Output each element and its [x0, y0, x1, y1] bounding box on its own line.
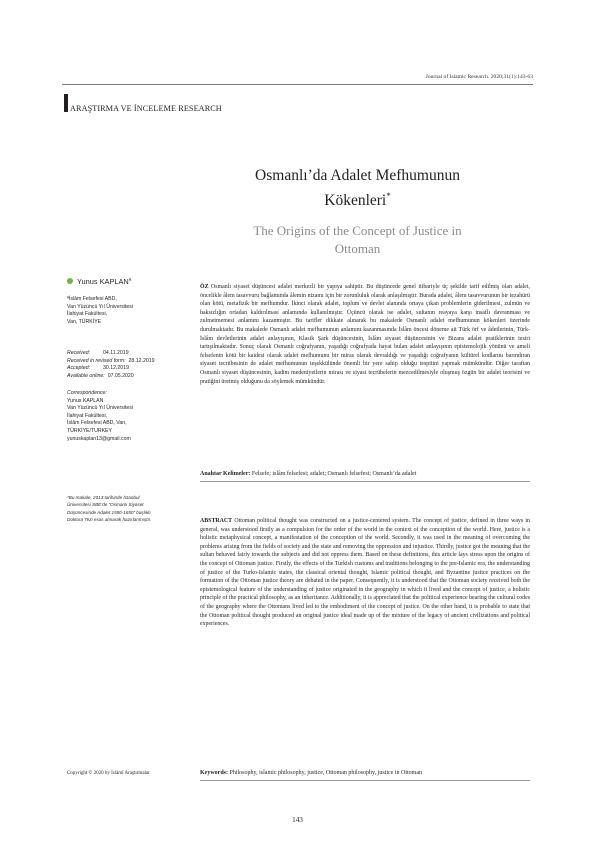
- abstract-en: [200, 517, 530, 629]
- title-en-line-2: Ottoman: [334, 241, 381, 256]
- author-affiliation-mark: a: [128, 277, 132, 283]
- footnote-line: Düşüncesinde Adalet 1550-1650” başlıklı: [67, 509, 151, 515]
- date-accepted: Accepted: 30.12.2019: [67, 365, 129, 372]
- keywords-tr: [200, 471, 416, 477]
- keywords-en: [200, 770, 422, 776]
- keywords-en-label: Keywords:: [200, 770, 228, 776]
- footnote-line: *Bu makale, 2013 tarihinde İstanbul: [67, 495, 140, 500]
- keywords-tr-divider: [200, 481, 530, 482]
- title-tr-line-2: [215, 186, 500, 211]
- abstract-en-text: Ottoman political thought was constructed on a justice-centered system. The concept of justice, defined in three ways in general, was understood firstly as a compulsion for the order of the world in the context of the conception of the world. Here, justice is a holistic metaphysical concept, a manifestation of the conception of the world. Secondly, it was used in the meaning of overcoming the problems arising from the fields of society and the state and removing the oppression and injustice. Thirdly, justice got the meaning that the sultan behaved fairly towards the subjects and did not oppress them. Based on these definitions, this article lays stress upon the origins of the concept of Ottoman justice. Firstly, the effects of the Turkish customs and traditions belonging to the pre-Islamic era, the understanding of justice of the Turko-Islamic states, the classical oriental thought, Islamic political thought, and Byzantine justice practices on the formation of the Ottoman justice theory are debated in the paper. Consequently, it is understood that the Ottoman society received both the epistemological feature of the understanding of justice originated in the geography in which it lived and the concept of justice, a holistic principle of the practical philosophy, as an inheritance. Additionally, it is appreciated that the political experience bearing the cultural codes of the geography where the Ottomans lived led to the embodiment of the concept of justice. On the other hand, it is probable to state that the Ottoman political thought produced an original justice ideal made up of the mixture of the legacy of ancient civilizations and political experiences.: [200, 518, 530, 628]
- affiliation-line: Van Yüzüncü Yıl Üniversitesi: [67, 303, 134, 310]
- abstract-tr: [200, 283, 530, 386]
- title-footnote-mark[interactable]: *: [386, 191, 391, 201]
- correspondence-label: Correspondence:: [67, 390, 107, 396]
- keywords-tr-text: Felsefe; islâm felsefesi; adalet; Osmanlı felsefesi; Osmanlı’da adalet: [250, 471, 417, 477]
- header-divider: [62, 84, 533, 85]
- date-received: Received: 04.11.2019: [67, 350, 129, 356]
- journal-reference: Journal of Islamic Research. 2020;31(1):143-63: [425, 74, 533, 80]
- section-label: ARAŞTIRMA VE İNCELEME RESEARCH: [70, 104, 222, 113]
- abstract-tr-text: Osmanlı siyaset düşüncesi adalet merkezli bir yapıya sahiptir. Bu düşüncede genel itibariyle üç şekilde tarif edilmiş olan adalet, öncelikle âlem tasavvuru bağlamında âlemin nizamı için bir zorunluluk olarak anlaşılmıştır. Burada adalet, âlem tasavvurunun bir tezahürü olan kötü, metafizik bir mefhumdur. İkinci olarak adalet, toplum ve devlet alanında ortaya çıkan problemlerin giderilmesi, zulmün ve haksızlığın ortadan kaldırılması anlamında kullanılmıştır. Üçüncü olarak ise adalet, sultanın reayaya karşı insaflı davranması ve zulmetmemesi anlamını kazanmıştır. Bu tarifler dikkate alınarak bu makalede Osmanlı adalet mefhumunun kökenleri üzerinde durulmaktadır. Bu makalede Osmanlı adalet mefhumunun anlamını kazanmasında İslâm öncesi döneme ait Türk örf ve âdetlerinin, Türk-İslâm devletlerinin adalet anlayışının, Klasik Şark düşüncesinin, İslâm siyaset düşüncesinin ve Bizans adalet pratiklerinin tesiri tartışılmaktadır. Sonuç olarak Osmanlı coğrafyanın, yaşadığı coğrafyada hayat bulan adalet anlayışının epistemolojik yönünü ve ameli felsefenin kötü bir kaidesi olarak adalet mefhumunu bir miras olarak devraldığı ve yaşadığı coğrafyanın kültürel kodlarını barındıran siyaset tecrübesinin de adalet mefhumunun teşekkülünde önemli bir yere sahip olduğu tespitini yapmak mümkündür. Diğer taraftan Osmanlı siyaset düşüncesinin, kadim medeniyetlerin mirası ve siyasi tecrübelerin mezcedilmesiyle oluşmuş özgün bir adalet teorisini ve pratiğini üretmiş olduğunu da söylemek mümkündür.: [200, 284, 530, 385]
- correspondence-line: Yunus KAPLAN: [67, 397, 104, 404]
- title-tr-line-1: Osmanlı’da Adalet Mefhumunun: [255, 167, 460, 184]
- correspondence-line: TÜRKİYE/TURKEY: [67, 427, 112, 434]
- affiliation-line: Van, TÜRKİYE: [67, 318, 102, 325]
- footnote-line: Üniversitesi SBE’de “Osmanlı Siyaset: [67, 502, 144, 508]
- article-dates: [67, 350, 187, 380]
- correspondence-line: Van Yüzüncü Yıl Üniversitesi: [67, 405, 134, 412]
- affiliation-line: ªİslâm Felsefesi ABD,: [67, 296, 117, 302]
- page-number: 143: [292, 816, 303, 824]
- article-title-en: [215, 222, 500, 258]
- section-marker: [64, 94, 68, 112]
- title-en-line-1: The Origins of the Concept of Justice in: [253, 223, 462, 238]
- abstract-en-label: ABSTRACT: [200, 518, 233, 524]
- author-row: [67, 277, 131, 286]
- copyright-notice: Copyright © 2020 by İslâmî Araştırmalar: [67, 771, 150, 776]
- keywords-tr-label: Anahtar Kelimeler:: [200, 471, 251, 477]
- keywords-en-divider: [200, 780, 530, 781]
- correspondence-line: İlahiyat Fakültesi,: [67, 412, 108, 419]
- title-tr-line-2-text: Kökenleri: [324, 192, 387, 210]
- article-title-tr: [215, 166, 500, 211]
- title-footnote: [67, 494, 187, 524]
- correspondence-email[interactable]: yunuskaplan13@gmail.com: [67, 435, 131, 442]
- keywords-en-text: Philosophy, islamic philosophy, justice, Ottoman philosophy, justice in Ottoman: [228, 770, 422, 776]
- author-affiliation: [67, 296, 187, 326]
- affiliation-line: İlahiyat Fakültesi,: [67, 311, 108, 318]
- date-revised: Received in revised form: 28.12.2019: [67, 357, 155, 364]
- correspondence-line: İslâm Felsefesi ABD, Van,: [67, 420, 127, 427]
- orcid-icon[interactable]: [67, 278, 73, 284]
- abstract-tr-label: ÖZ: [200, 284, 209, 290]
- correspondence-block: [67, 390, 187, 443]
- footnote-line: Doktora Tezi esas alınarak hazırlanmıştır.: [67, 517, 152, 523]
- date-online: Available online: 07.05.2020: [67, 372, 134, 379]
- author-name: Yunus KAPLAN: [77, 277, 129, 286]
